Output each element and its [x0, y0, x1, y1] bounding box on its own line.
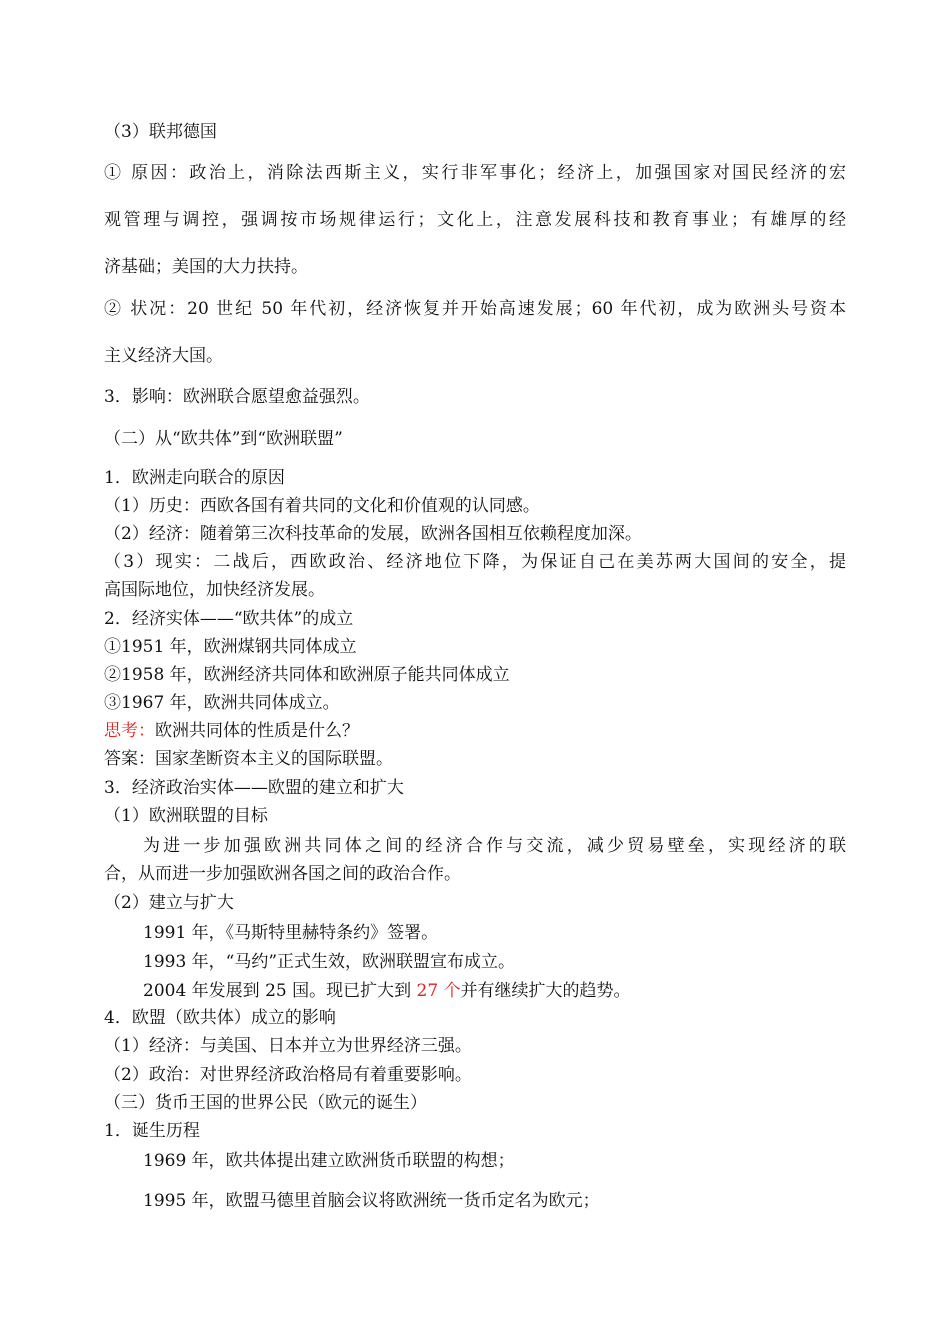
list-item: ②1958 年，欧洲经济共同体和欧洲原子能共同体成立: [104, 665, 510, 685]
list-item: （3）现实：二战后，西欧政治、经济地位下降，为保证自己在美苏两大国间的安全，提: [104, 552, 846, 572]
subsection-heading: 2．经济实体——“欧共体”的成立: [104, 609, 354, 629]
paragraph-line: ① 原因：政治上，消除法西斯主义，实行非军事化；经济上，加强国家对国民经济的宏: [104, 163, 846, 183]
subsection-heading: 1．诞生历程: [104, 1121, 200, 1141]
text-segment: 2004 年发展到 25 国。现已扩大到: [143, 981, 417, 1001]
subsection-heading: 1．欧洲走向联合的原因: [104, 468, 285, 488]
paragraph-line: 1993 年，“马约”正式生效，欧洲联盟宣布成立。: [143, 952, 516, 972]
paragraph-line: 济基础；美国的大力扶持。: [104, 257, 308, 277]
paragraph-line: ② 状况：20 世纪 50 年代初，经济恢复并开始高速发展；60 年代初，成为欧洲头号资本: [104, 299, 846, 319]
question-line: [104, 720, 846, 742]
paragraph-line: 1991 年，《马斯特里赫特条约》签署。: [143, 923, 439, 943]
text-segment: 并有继续扩大的趋势。: [460, 981, 631, 1001]
paragraph-line: 观管理与调控，强调按市场规律运行；文化上，注意发展科技和教育事业；有雄厚的经: [104, 210, 846, 230]
section-heading: （二）从“欧共体”到“欧洲联盟”: [104, 429, 343, 449]
question-label: 思考：: [104, 721, 155, 741]
list-item: （2）建立与扩大: [104, 893, 234, 913]
section-heading: （三）货币王国的世界公民（欧元的诞生）: [104, 1093, 427, 1113]
answer-line: 答案：国家垄断资本主义的国际联盟。: [104, 749, 393, 769]
subsection-heading: 4．欧盟（欧共体）成立的影响: [104, 1008, 336, 1028]
highlighted-count: 27 个: [416, 981, 461, 1001]
paragraph-line: 1995 年，欧盟马德里首脑会议将欧洲统一货币定名为欧元；: [143, 1191, 600, 1211]
paragraph-line: 合，从而进一步加强欧洲各国之间的政治合作。: [104, 864, 461, 884]
heading-west-germany: （3）联邦德国: [104, 122, 217, 142]
list-item: （1）历史：西欧各国有着共同的文化和价值观的认同感。: [104, 496, 540, 516]
list-item: （1）欧洲联盟的目标: [104, 806, 268, 826]
paragraph-line: 3．影响：欧洲联合愿望愈益强烈。: [104, 387, 370, 407]
list-item: （1）经济：与美国、日本并立为世界经济三强。: [104, 1036, 472, 1056]
list-item: ③1967 年，欧洲共同体成立。: [104, 693, 340, 713]
question-text: 欧洲共同体的性质是什么？: [155, 721, 359, 741]
list-item: （2）经济：随着第三次科技革命的发展，欧洲各国相互依赖程度加深。: [104, 524, 642, 544]
paragraph-line: 为进一步加强欧洲共同体之间的经济合作与交流，减少贸易壁垒，实现经济的联: [143, 836, 846, 856]
subsection-heading: 3．经济政治实体——欧盟的建立和扩大: [104, 778, 404, 798]
paragraph-line: [143, 980, 885, 1002]
paragraph-line: 主义经济大国。: [104, 346, 223, 366]
list-item: ①1951 年，欧洲煤钢共同体成立: [104, 637, 357, 657]
list-item: （2）政治：对世界经济政治格局有着重要影响。: [104, 1065, 472, 1085]
paragraph-line: 1969 年，欧共体提出建立欧洲货币联盟的构想；: [143, 1151, 515, 1171]
list-item: 高国际地位，加快经济发展。: [104, 580, 325, 600]
